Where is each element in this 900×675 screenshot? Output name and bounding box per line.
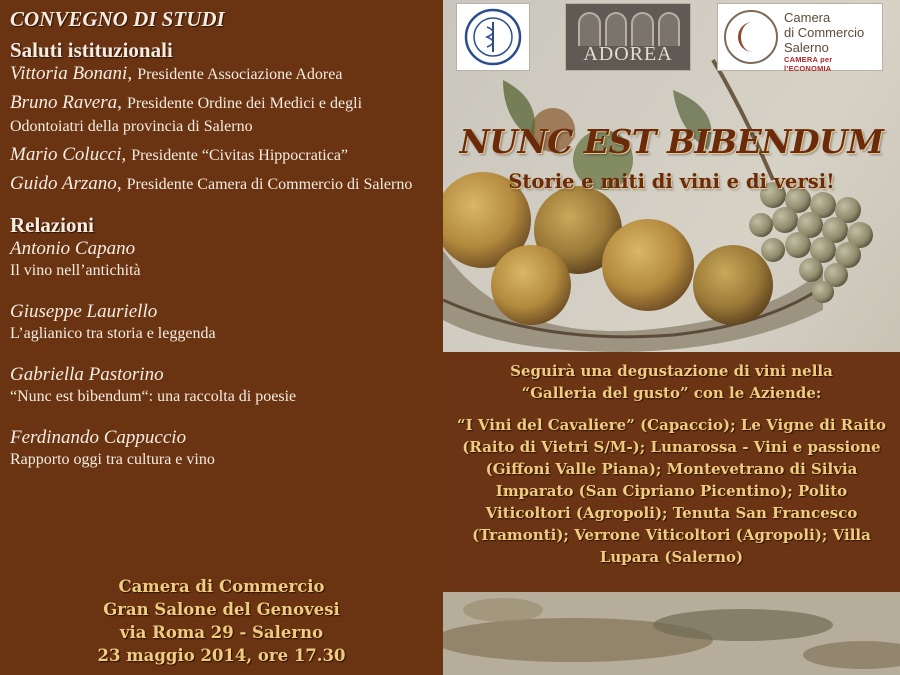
camera-commercio-logo [717,3,883,71]
adorea-logo [565,3,691,71]
camera-logo-line: Salerno [784,40,829,55]
tasting-intro-line: Seguirà una degustazione di vini nella [510,362,833,380]
greeting-item [10,144,443,167]
venue-line: Gran Salone del Genovesi [103,600,340,619]
camera-logo-line: Camera [784,10,831,25]
greeting-item [10,63,443,86]
tasting-block [443,352,900,592]
talk-item [10,364,443,407]
greeting-role: Presidente Ordine dei Medici e degli Odontoiatri della provincia di Salerno [10,95,363,135]
tasting-intro [453,360,890,404]
greeting-item [10,173,430,196]
name-separator: , [117,92,122,113]
talk-speaker: Gabriella Pastorino [10,364,164,385]
event-title: NUNC EST BIBENDUM [459,122,884,161]
talk-topic: Il vino nell’antichità [10,262,141,279]
talk-topic: “Nunc est bibendum“: una raccolta di poesie [10,388,297,405]
tasting-intro-line: “Galleria del gusto” con le Aziende: [521,384,822,402]
talks-title: Relazioni [10,213,94,237]
talk-speaker: Ferdinando Cappuccio [10,427,187,448]
civitas-logo [456,3,530,71]
arches-icon [578,12,680,46]
talk-item [10,427,443,470]
tasting-companies: “I Vini del Cavaliere” (Capaccio); Le Vigne di Raito (Raito di Vietri S/M-); Lunarossa - Vini e passione (Giffoni Valle Piana); Montevetrano di Silvia Imparato (San Cipriano Picentino); Polito Viticoltori (Agropoli); Tenuta San Francesco (Tramonti); Verrone Viticoltori (Agropoli); Villa Lupara (Salerno) [457,416,886,566]
ship-emblem-icon [724,10,778,64]
greeting-name: Mario Colucci [10,144,122,165]
venue-line: via Roma 29 - Salerno [119,623,324,642]
venue-line: Camera di Commercio [118,577,325,596]
talk-topic: Rapporto oggi tra cultura e vino [10,451,215,468]
venue-date: 23 maggio 2014, ore 17.30 [97,646,346,665]
greetings-title: Saluti istituzionali [10,38,173,62]
name-separator: , [127,63,133,84]
greeting-item [10,92,415,138]
talk-item [10,301,443,344]
venue-block [0,575,443,667]
conference-heading: CONVEGNO DI STUDI [10,7,225,31]
talk-topic: L’aglianico tra storia e leggenda [10,325,216,342]
adorea-logo-text: ADOREA [583,43,673,65]
camera-logo-tagline: CAMERA per l’ECONOMIA [784,55,833,73]
talk-item [10,238,443,281]
greeting-name: Guido Arzano [10,173,117,194]
greeting-role: Presidente Associazione Adorea [137,66,343,83]
program-panel [0,0,443,675]
name-separator: , [116,173,122,194]
name-separator: , [121,144,127,165]
event-subtitle: Storie e miti di vini e di versi! [508,170,835,193]
greeting-name: Bruno Ravera [10,92,118,113]
greeting-role: Presidente Camera di Commercio di Salerno [126,176,413,193]
greeting-name: Vittoria Bonani [10,63,128,84]
seal-icon [463,7,523,67]
poster-panel [443,0,900,675]
greeting-role: Presidente “Civitas Hippocratica” [131,147,349,164]
camera-logo-text [784,10,864,55]
camera-logo-line: di Commercio [784,25,865,40]
logo-bar [443,3,900,73]
talk-speaker: Antonio Capano [10,238,136,259]
talk-speaker: Giuseppe Lauriello [10,301,158,322]
